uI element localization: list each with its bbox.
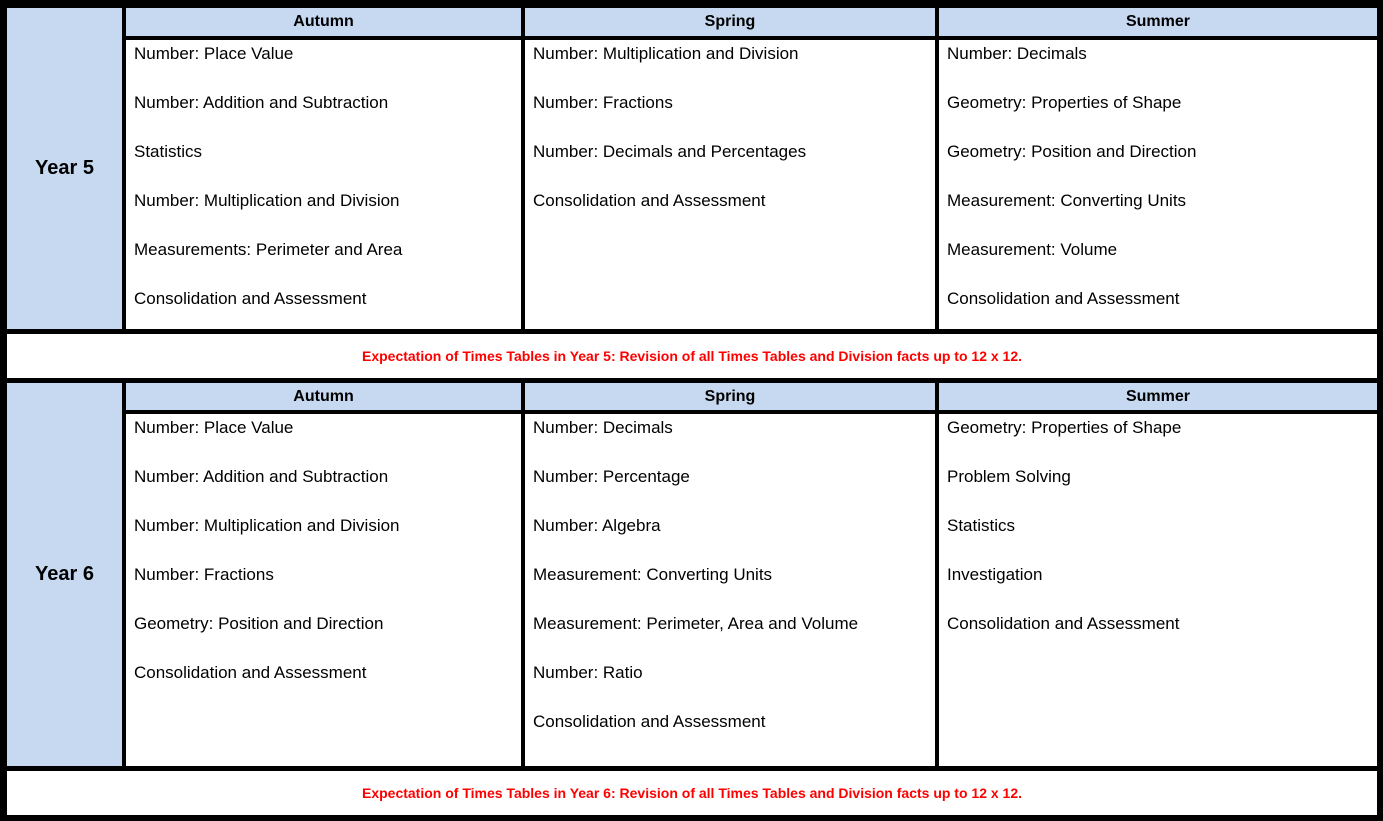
topic-item: Consolidation and Assessment [134,289,367,308]
topic-item: Number: Ratio [533,663,643,682]
year-label: Year 6 [7,383,122,766]
topic-item: Geometry: Properties of Shape [947,93,1182,112]
topic-item: Measurement: Converting Units [947,191,1187,210]
term-header-autumn: Autumn [126,8,521,36]
topic-item: Number: Decimals and Percentages [533,142,807,161]
term-header-spring: Spring [525,8,935,36]
topics-cell-summer [939,40,1377,329]
topic-item: Number: Decimals [947,44,1087,63]
topic-item: Number: Fractions [134,565,274,584]
topic-item: Number: Multiplication and Division [533,44,799,63]
topic-item: Number: Multiplication and Division [134,191,400,210]
topic-item: Measurement: Volume [947,240,1118,259]
topic-item: Measurements: Perimeter and Area [134,240,403,259]
topic-item: Statistics [947,516,1016,535]
topics-cell-autumn [126,414,521,766]
topic-item: Measurement: Converting Units [533,565,773,584]
topic-item: Number: Place Value [134,418,294,437]
topic-item: Number: Addition and Subtraction [134,93,389,112]
topics-cell-autumn [126,40,521,329]
year-label: Year 5 [7,8,122,329]
topic-item: Consolidation and Assessment [947,289,1180,308]
topic-item: Number: Addition and Subtraction [134,467,389,486]
topic-item: Geometry: Position and Direction [134,614,384,633]
topic-item: Number: Percentage [533,467,690,486]
term-header-summer: Summer [939,383,1377,410]
topic-item: Consolidation and Assessment [533,712,766,731]
topic-item: Measurement: Perimeter, Area and Volume [533,614,859,633]
times-tables-expectation: Expectation of Times Tables in Year 6: Revision of all Times Tables and Division facts up to 12 x 12. [7,771,1377,815]
topic-item: Number: Algebra [533,516,661,535]
topic-item: Geometry: Position and Direction [947,142,1197,161]
topic-item: Geometry: Properties of Shape [947,418,1182,437]
topic-item: Problem Solving [947,467,1071,486]
topic-item: Consolidation and Assessment [533,191,766,210]
topics-cell-summer [939,414,1377,766]
topic-item: Statistics [134,142,203,161]
topic-item: Number: Place Value [134,44,294,63]
topics-cell-spring [525,40,935,329]
term-header-autumn: Autumn [126,383,521,410]
topic-item: Consolidation and Assessment [134,663,367,682]
topic-item: Number: Multiplication and Division [134,516,400,535]
times-tables-expectation: Expectation of Times Tables in Year 5: Revision of all Times Tables and Division facts up to 12 x 12. [7,334,1377,378]
term-header-summer: Summer [939,8,1377,36]
topics-cell-spring [525,414,935,766]
topic-item: Investigation [947,565,1043,584]
topic-item: Number: Fractions [533,93,673,112]
term-header-spring: Spring [525,383,935,410]
topic-item: Number: Decimals [533,418,673,437]
topic-item: Consolidation and Assessment [947,614,1180,633]
